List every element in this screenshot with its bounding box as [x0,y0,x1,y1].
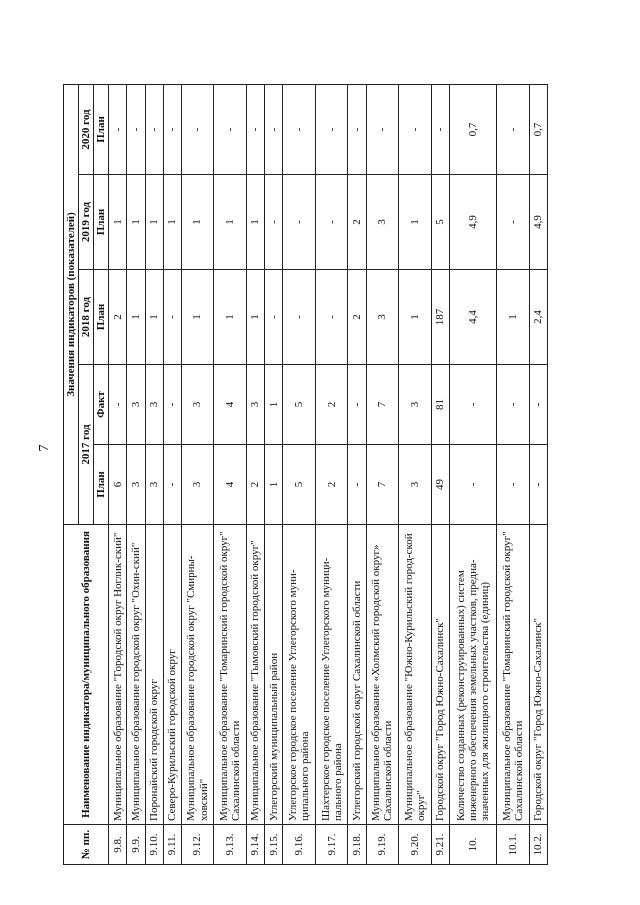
row-value-p2017: 3 [127,445,145,525]
row-number: 9.11. [163,825,181,865]
row-value-p2017: 1 [265,445,283,525]
row-value-p2018: - [315,270,348,365]
row-value-p2019: 1 [109,175,127,270]
row-value-f2017: - [449,365,496,445]
row-number: 9.20. [399,825,432,865]
row-name: Муниципальное образование "Тымовский городской округ" [246,525,264,825]
row-value-p2019: 2 [348,175,366,270]
row-value-p2019: 1 [399,175,432,270]
row-value-f2017: 7 [366,365,399,445]
header-year-2020: 2020 год [79,84,94,174]
row-number: 10. [449,825,496,865]
row-name: Северо-Курильский городской округ [163,525,181,825]
row-value-p2018: 1 [246,270,264,365]
row-value-p2019: 1 [163,175,181,270]
row-value-p2019: - [315,175,348,270]
row-number: 10.2. [529,825,547,865]
row-value-p2017: 5 [283,445,316,525]
row-value-p2020: - [109,84,127,174]
row-number: 9.8. [109,825,127,865]
row-value-p2020: - [145,84,163,174]
row-number: 9.12. [181,825,214,865]
row-value-p2020: - [399,84,432,174]
indicator-table [63,84,548,865]
row-value-f2017: - [109,365,127,445]
row-name: Муниципальное образование "Южно-Курильский город-ской округ" [399,525,432,825]
row-value-p2018: 4,4 [449,270,496,365]
row-value-p2020: - [497,84,530,174]
header-values: Значения индикаторов (показателей) [64,84,79,524]
row-value-p2020: 0,7 [449,84,496,174]
row-name: Углегорский муниципальный район [265,525,283,825]
row-value-p2017: - [348,445,366,525]
row-value-p2019: 1 [214,175,247,270]
row-name: Углегорский городской округ Сахалинской области [348,525,366,825]
row-value-p2019: 3 [366,175,399,270]
table-row [265,84,283,864]
row-value-p2020: - [265,84,283,174]
page-number: 7 [37,444,52,452]
row-value-p2017: 2 [315,445,348,525]
row-value-p2019: 5 [431,175,449,270]
row-name: Муниципальное образование городской округ "Охин-ский" [127,525,145,825]
row-value-p2018: - [163,270,181,365]
table-row [348,84,366,864]
row-name: Количество созданных (реконструированных) систем инженерного обеспечения земельных участков, предна-значенных для жилищного строительства (единиц) [449,525,496,825]
row-name: Муниципальное образование городской округ "Смирны-ховский" [181,525,214,825]
row-value-f2017: 3 [127,365,145,445]
row-value-p2020: - [348,84,366,174]
header-2020-plan: План [94,84,109,174]
table-row [181,84,214,864]
row-value-p2020: - [366,84,399,174]
table-row [163,84,181,864]
row-value-p2020: - [431,84,449,174]
table-row [127,84,145,864]
row-value-p2018: 1 [127,270,145,365]
row-value-p2019: - [265,175,283,270]
row-value-p2017: - [163,445,181,525]
row-number: 9.18. [348,825,366,865]
table-row [283,84,316,864]
row-value-p2020: - [246,84,264,174]
row-value-p2018: 1 [399,270,432,365]
row-value-p2017: 4 [214,445,247,525]
row-value-p2017: 3 [181,445,214,525]
row-name: Муниципальное образование "Томаринский городской округ" Сахалинской области [497,525,530,825]
row-value-p2017: 49 [431,445,449,525]
table-row [214,84,247,864]
row-value-p2018: 2 [109,270,127,365]
row-name: Муниципальное образование "Томаринский городской округ" Сахалинской области [214,525,247,825]
row-value-p2018: 187 [431,270,449,365]
row-number: 9.19. [366,825,399,865]
row-value-p2020: - [315,84,348,174]
row-value-f2017: 4 [214,365,247,445]
row-value-f2017: 2 [315,365,348,445]
row-name: Городской округ "Город Южно-Сахалинск" [529,525,547,825]
row-value-p2017: - [497,445,530,525]
row-number: 9.17. [315,825,348,865]
header-2018-plan: План [94,270,109,365]
row-value-p2017: - [529,445,547,525]
row-value-p2017: 6 [109,445,127,525]
row-value-p2018: 2,4 [529,270,547,365]
row-value-p2017: 7 [366,445,399,525]
row-number: 10.1. [497,825,530,865]
header-year-2017: 2017 год [79,365,94,525]
table-row [431,84,449,864]
table-row [315,84,348,864]
row-value-p2018: 3 [366,270,399,365]
row-name: Муниципальное образование "Городской округ Ноглик-ский" [109,525,127,825]
row-value-p2020: - [283,84,316,174]
row-value-p2019: 1 [127,175,145,270]
row-name: Углегорское городское поселение Углегорского муни-ципального района [283,525,316,825]
row-number: 9.21. [431,825,449,865]
table-row [399,84,432,864]
row-value-p2019: 1 [246,175,264,270]
row-name: Городской округ "Город Южно-Сахалинск" [431,525,449,825]
row-value-p2019: 1 [145,175,163,270]
table-body [109,84,548,864]
row-value-f2017: - [529,365,547,445]
row-number: 9.9. [127,825,145,865]
row-number: 9.10. [145,825,163,865]
row-value-p2019: 4,9 [529,175,547,270]
row-number: 9.15. [265,825,283,865]
row-value-p2018: 1 [181,270,214,365]
row-number: 9.16. [283,825,316,865]
row-value-f2017: 3 [145,365,163,445]
header-2017-plan: План [94,445,109,525]
row-value-f2017: 1 [265,365,283,445]
row-name: Поронайский городской округ [145,525,163,825]
row-value-p2019: 1 [181,175,214,270]
header-2017-fact: Факт [94,365,109,445]
header-2019-plan: План [94,175,109,270]
header-num: № пп. [64,825,109,865]
table-row [449,84,496,864]
row-value-f2017: 3 [246,365,264,445]
row-number: 9.13. [214,825,247,865]
row-value-f2017: - [348,365,366,445]
header-name: Наименование индикатора/муниципального образования [64,525,109,825]
indicator-table-rotated [63,85,548,865]
table-row [145,84,163,864]
row-value-p2020: - [163,84,181,174]
table-row [246,84,264,864]
row-value-p2020: - [181,84,214,174]
row-number: 9.14. [246,825,264,865]
row-value-f2017: 3 [181,365,214,445]
row-value-p2018: - [265,270,283,365]
row-value-f2017: 5 [283,365,316,445]
row-value-p2017: 3 [399,445,432,525]
row-value-p2018: - [283,270,316,365]
table-row [366,84,399,864]
row-name: Муниципальное образование «Холмский городской округ» Сахалинской области [366,525,399,825]
table-row [497,84,530,864]
header-year-2019: 2019 год [79,175,94,270]
row-value-f2017: 3 [399,365,432,445]
row-value-p2020: - [214,84,247,174]
row-value-p2017: 2 [246,445,264,525]
table-row [109,84,127,864]
header-row-1 [64,84,79,864]
row-value-p2018: 1 [497,270,530,365]
row-value-f2017: - [163,365,181,445]
row-value-f2017: - [497,365,530,445]
header-year-2018: 2018 год [79,270,94,365]
row-value-p2020: 0,7 [529,84,547,174]
row-value-p2019: - [497,175,530,270]
row-value-p2018: 2 [348,270,366,365]
row-value-p2020: - [127,84,145,174]
row-value-p2019: 4,9 [449,175,496,270]
row-value-p2017: 3 [145,445,163,525]
row-value-p2018: 1 [145,270,163,365]
row-value-p2017: - [449,445,496,525]
row-name: Шахтерское городское поселение Углегорского муници-пального района [315,525,348,825]
table-row [529,84,547,864]
row-value-p2019: - [283,175,316,270]
row-value-f2017: 81 [431,365,449,445]
row-value-p2018: 1 [214,270,247,365]
